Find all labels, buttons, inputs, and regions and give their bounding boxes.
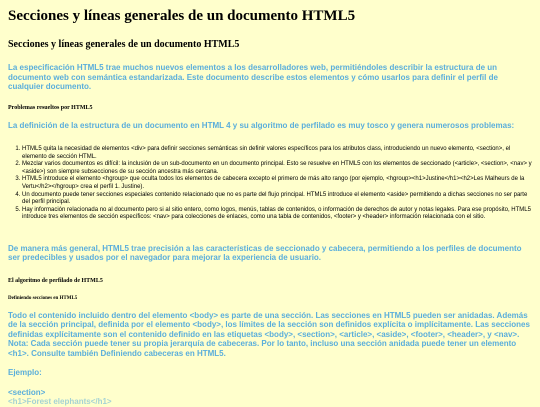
list-item: 5. Hay información relacionada no al documento pero si al sitio entero, como logos, menús, tablas de contenidos, o información de derechos de autor y notas legales. Para ese propósito, HTML5 introduce tres elementos de sección específicos: <nav> para colecciones de enlaces, como una tabla de contenidos, <footer> y <header> información relacionada con el sitio. xyxy=(22,207,532,222)
list-item: 4. Un documento puede tener secciones especiales contenido relacionado que no es parte del flujo principal. HTML5 introduce el elemento <aside> permitiendo a dichas secciones no ser parte del perfil principal. xyxy=(22,192,532,207)
code-line: <section> xyxy=(8,387,46,397)
algorithm-heading: El algoritmo de perfilado de HTML5 xyxy=(8,277,103,284)
code-line: <h1>Forest elephants</h1> xyxy=(8,397,112,407)
general-paragraph: De manera más general, HTML5 trae precisión a las características de seccionado y cabecera, permitiendo a los perfiles de documento ser predecibles y usados por el navegador para mejorar la experiencia de usuario. xyxy=(8,243,522,263)
list-item: 2. Mezclar varios documentos es difícil: la inclusión de un sub-documento en un documento principal. Esto se resuelve en HTML5 con los elementos de seccionado (<article>, <section>, <nav> y <aside>) son siempre subsecciones de su sección ancestra más cercana. xyxy=(22,161,532,176)
defining-sections-heading: Definiendo secciones en HTML5 xyxy=(8,295,78,301)
problems-lead: La definición de la estructura de un documento en HTML 4 y su algoritmo de perfilado es muy tosco y genera numerosos problemas: xyxy=(8,120,515,130)
page-title: Secciones y líneas generales de un documento HTML5 xyxy=(8,8,356,24)
list-item: 3. HTML5 introduce el elemento <hgroup> que oculta todos los elementos de cabecera excepto el primero de más alto rango (por ejemplo, <hgroup><h1>Justine</h1><h2>Les Malheurs de la Vertu</h2></hgroup> crea el perfil 1. Justine). xyxy=(22,176,532,191)
problems-list xyxy=(8,146,532,222)
body-paragraph: Todo el contenido incluido dentro del elemento <body> es parte de una sección. Las secciones en HTML5 pueden ser anidadas. Además de la sección principal, definida por el elemento <body>, los límites de la sección son definidos explícita o implícitamente. Las secciones definidas explícitamente son el contenido definido en las etiquetas <body>, <section>, <article>, <aside>, <footer>, <header>, y <nav>. Nota: Cada sección puede tener su propia jerarquía de cabeceras. Por lo tanto, incluso una sección anidada puede tener un elemento <h1>. Consulte también Definiendo cabeceras en HTML5. xyxy=(8,310,530,358)
intro-paragraph: La especificación HTML5 trae muchos nuevos elementos a los desarrolladores web, permitiéndoles describir la estructura de un documento web con semántica estandarizada. Este documento describe estos elementos y cómo usarlos para definir el perfil de cualquier documento. xyxy=(8,63,498,91)
section-subtitle: Secciones y líneas generales de un documento HTML5 xyxy=(8,39,240,50)
list-item: 1. HTML5 quita la necesidad de elementos <div> para definir secciones semánticas sin definir valores específicos para los atributos class, introduciendo un nuevo elemento, <section>, el elemento de sección HTML. xyxy=(22,146,532,161)
example-label: Ejemplo: xyxy=(8,368,42,378)
problems-heading: Problemas resueltos por HTML5 xyxy=(8,104,93,111)
